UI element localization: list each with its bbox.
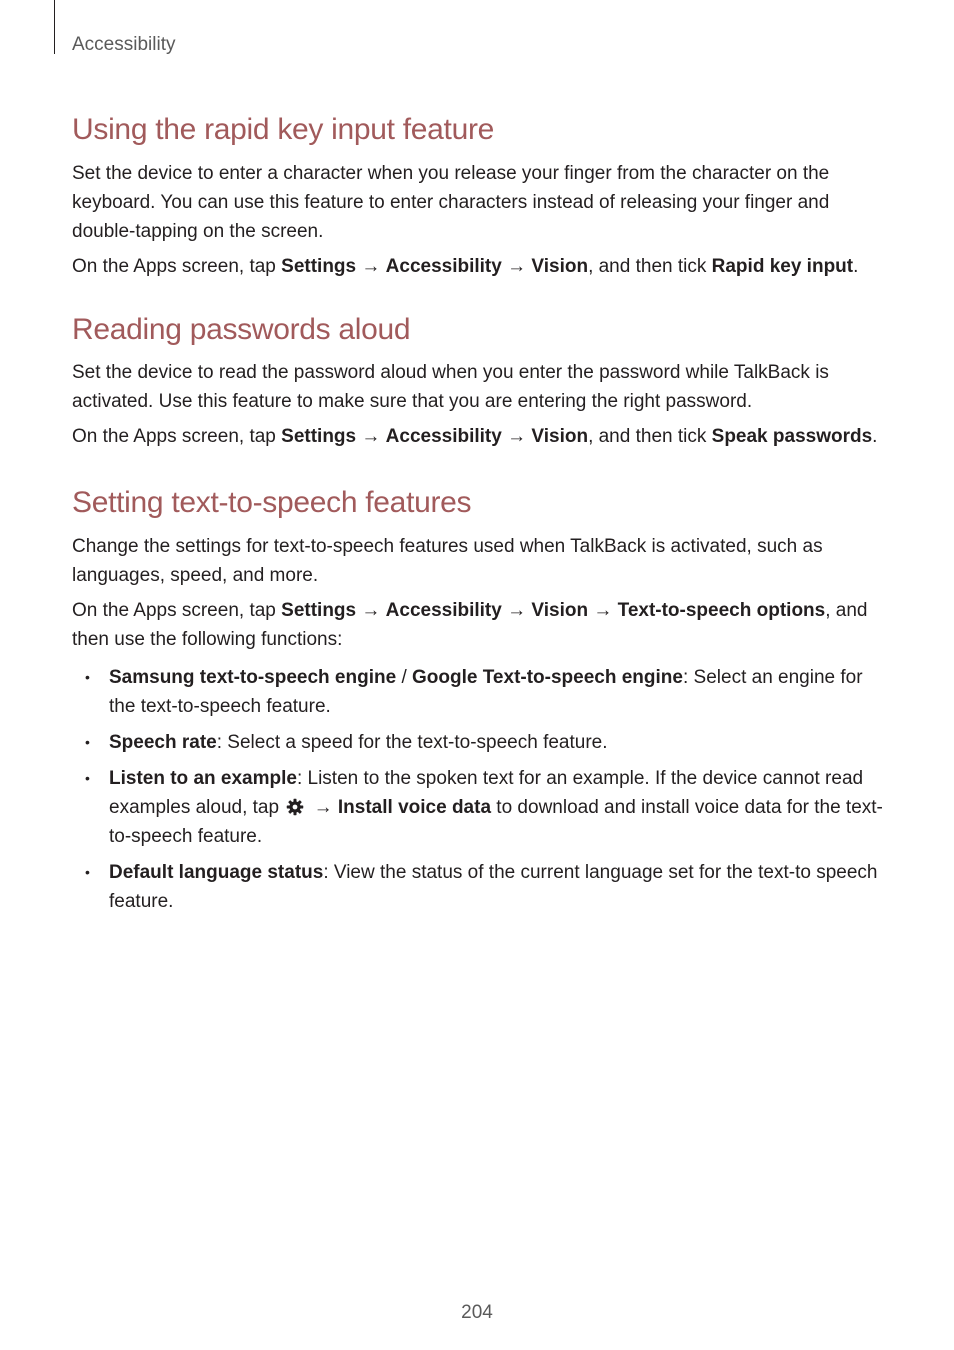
menu-settings: Settings (281, 600, 357, 621)
menu-settings: Settings (281, 426, 357, 447)
menu-text-to-speech-options: Text-to-speech options (617, 600, 826, 621)
section-instruction: On the Apps screen, tap Settings → Accessibility → Vision, and then tick Speak passwords. (72, 426, 878, 447)
option-speak-passwords: Speak passwords (711, 426, 873, 447)
list-item: • Default language status: View the status of the current language set for the text-to speech feature. (72, 858, 884, 916)
section-text-to-speech (72, 481, 884, 916)
option-rapid-key-input: Rapid key input (711, 256, 854, 277)
menu-vision: Vision (531, 426, 589, 447)
install-voice-data-label: Install voice data (337, 797, 492, 818)
menu-vision: Vision (531, 256, 589, 277)
list-item: • Samsung text-to-speech engine / Google Text-to-speech engine: Select an engine for the text-to-speech feature. (72, 663, 884, 721)
section-description: Change the settings for text-to-speech features used when TalkBack is activated, such as languages, speed, and more. (72, 536, 823, 586)
section-instruction: On the Apps screen, tap Settings → Accessibility → Vision → Text-to-speech options, and then use the following functions: (72, 600, 868, 650)
section-instruction: On the Apps screen, tap Settings → Accessibility → Vision, and then tick Rapid key input. (72, 256, 859, 277)
list-item: • Listen to an example: Listen to the spoken text for an example. If the device cannot read examples aloud, tap → Install voice data to download and install voice data for the text-to-speech feature. (72, 764, 884, 851)
page-content (72, 108, 884, 923)
bullet: • (85, 669, 90, 685)
menu-accessibility: Accessibility (385, 426, 502, 447)
running-head: Accessibility (72, 34, 176, 55)
gear-icon (286, 798, 304, 816)
bullet: • (85, 734, 90, 750)
section-rapid-key-input (72, 108, 884, 281)
section-title: Reading passwords aloud (72, 313, 411, 346)
menu-accessibility: Accessibility (385, 256, 502, 277)
bullet: • (85, 864, 90, 880)
bullet: • (85, 770, 90, 786)
section-description: Set the device to read the password aloud when you enter the password while TalkBack is activated. Use this feature to make sure that you are entering the right password. (72, 362, 829, 412)
section-reading-passwords (72, 308, 884, 451)
section-title: Setting text-to-speech features (72, 486, 472, 519)
section-title: Using the rapid key input feature (72, 113, 495, 146)
menu-vision: Vision (531, 600, 589, 621)
section-description: Set the device to enter a character when you release your finger from the character on the keyboard. You can use this feature to enter characters instead of releasing your finger and double-tapping on the screen. (72, 163, 830, 242)
menu-accessibility: Accessibility (385, 600, 502, 621)
menu-settings: Settings (281, 256, 357, 277)
feature-list (72, 663, 884, 916)
header-rule (54, 0, 55, 54)
list-item: • Speech rate: Select a speed for the text-to-speech feature. (72, 728, 884, 757)
page-number: 204 (461, 1302, 493, 1323)
